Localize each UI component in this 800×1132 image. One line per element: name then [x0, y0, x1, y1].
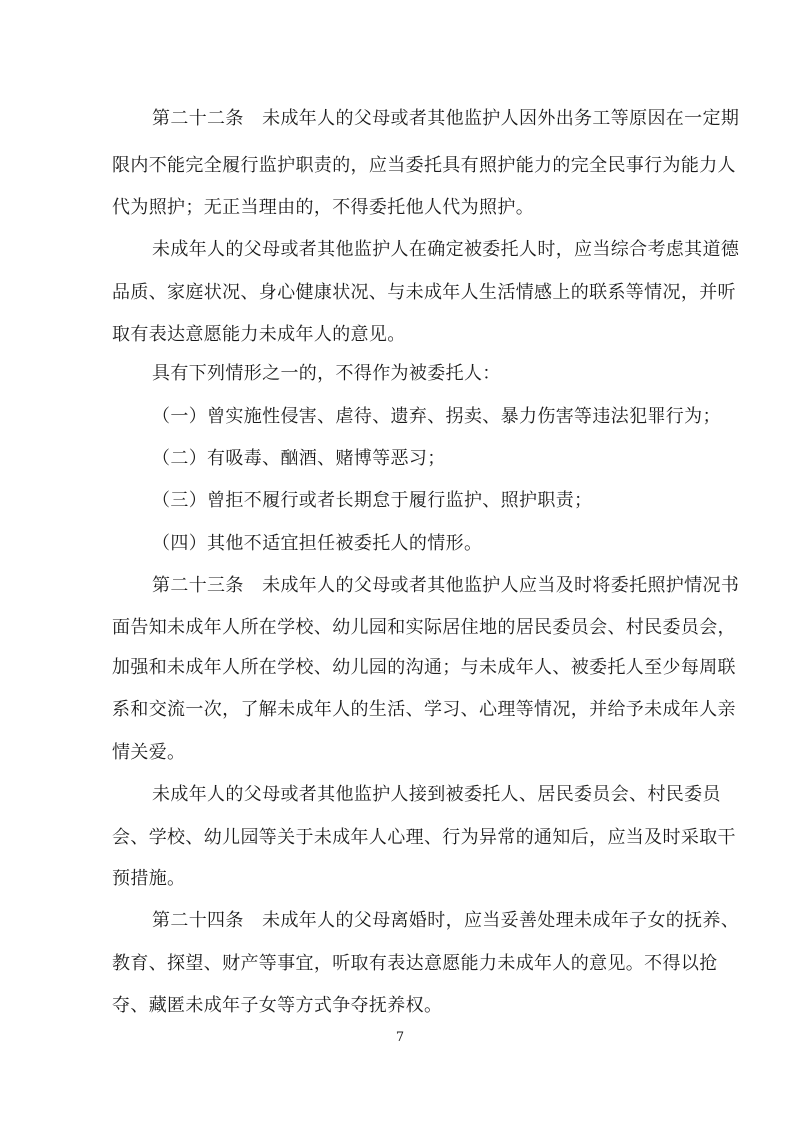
article-22-line-2: 限内不能完全履行监护职责的，应当委托具有照护能力的完全民事行为能力人 [112, 155, 736, 176]
article-24-line-3: 夺、藏匿未成年子女等方式争夺抚养权。 [112, 995, 443, 1016]
article-22-para2-line-1: 未成年人的父母或者其他监护人在确定被委托人时，应当综合考虑其道德 [152, 239, 740, 260]
article-23-para2-line-1: 未成年人的父母或者其他监护人接到被委托人、居民委员会、村民委员 [152, 784, 721, 805]
list-item-2: （二）有吸毒、酗酒、赌博等恶习； [152, 448, 446, 469]
page-number: 7 [395, 1030, 405, 1045]
article-23-para2-line-3: 预措施。 [112, 868, 186, 889]
article-22-line-3: 代为照护；无正当理由的，不得委托他人代为照护。 [112, 197, 535, 218]
list-item-4: （四）其他不适宜担任被委托人的情形。 [152, 533, 483, 554]
article-24-line-2: 教育、探望、财产等事宜，听取有表达意愿能力未成年人的意见。不得以抢 [112, 953, 718, 974]
list-item-1: （一）曾实施性侵害、虐待、遗弃、拐卖、暴力伤害等违法犯罪行为； [152, 406, 721, 427]
article-23-para2-line-2: 会、学校、幼儿园等关于未成年人心理、行为异常的通知后，应当及时采取干 [112, 827, 736, 848]
article-22-para2-line-2: 品质、家庭状况、身心健康状况、与未成年人生活情感上的联系等情况，并听 [112, 282, 736, 303]
article-22-para3-line-1: 具有下列情形之一的，不得作为被委托人： [152, 363, 501, 384]
article-23-line-5: 情关爱。 [112, 742, 186, 763]
article-23-line-3: 加强和未成年人所在学校、幼儿园的沟通；与未成年人、被委托人至少每周联 [112, 657, 736, 678]
article-23-line-1: 第二十三条 未成年人的父母或者其他监护人应当及时将委托照护情况书 [152, 575, 740, 596]
article-23-line-4: 系和交流一次，了解未成年人的生活、学习、心理等情况，并给予未成年人亲 [112, 699, 736, 720]
article-22-para2-line-3: 取有表达意愿能力未成年人的意见。 [112, 324, 406, 345]
article-23-line-2: 面告知未成年人所在学校、幼儿园和实际居住地的居民委员会、村民委员会， [112, 617, 736, 638]
article-22-line-1: 第二十二条 未成年人的父母或者其他监护人因外出务工等原因在一定期 [152, 108, 740, 129]
list-item-3: （三）曾拒不履行或者长期怠于履行监护、照护职责； [152, 490, 593, 511]
article-24-line-1: 第二十四条 未成年人的父母离婚时，应当妥善处理未成年子女的抚养、 [152, 910, 740, 931]
